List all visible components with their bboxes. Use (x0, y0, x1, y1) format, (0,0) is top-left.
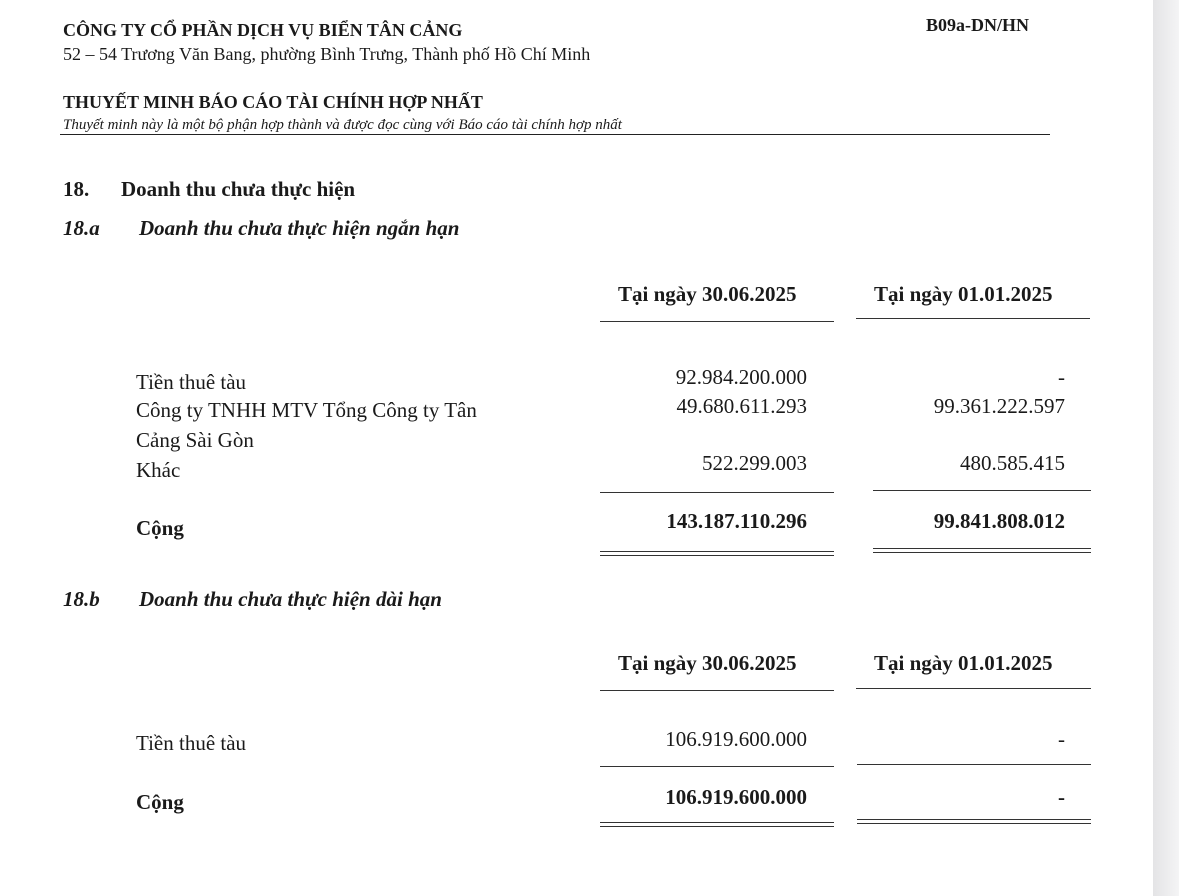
short-term-total-label: Cộng (136, 516, 184, 540)
long-term-row-value-2: - (1058, 727, 1065, 751)
long-term-total-double-rule-1 (600, 822, 834, 827)
long-term-subtotal-rule-1 (600, 766, 834, 767)
short-term-total-value-1: 143.187.110.296 (666, 509, 807, 533)
short-term-col1-header-rule (600, 321, 834, 322)
short-term-total-double-rule-2 (873, 548, 1091, 553)
subsection-a-number: 18.a (63, 216, 100, 240)
short-term-row-label: Công ty TNHH MTV Tổng Công ty Tân (136, 398, 477, 422)
long-term-total-label: Cộng (136, 790, 184, 814)
report-subtitle: Thuyết minh này là một bộ phận hợp thành và được đọc cùng với Báo cáo tài chính hợp nhất (63, 117, 622, 133)
short-term-row-label-continued: Cảng Sài Gòn (136, 428, 254, 452)
short-term-row-value-2: 480.585.415 (960, 451, 1065, 475)
short-term-row-label: Khác (136, 458, 181, 482)
long-term-col2-header: Tại ngày 01.01.2025 (874, 651, 1053, 675)
short-term-row-value-1: 49.680.611.293 (676, 394, 807, 418)
short-term-col1-header: Tại ngày 30.06.2025 (618, 282, 797, 306)
long-term-col2-header-rule (856, 688, 1091, 689)
short-term-col2-header: Tại ngày 01.01.2025 (874, 282, 1053, 306)
header-divider (60, 134, 1050, 135)
subsection-b-number: 18.b (63, 587, 100, 611)
long-term-total-double-rule-2 (857, 819, 1091, 824)
long-term-col1-header: Tại ngày 30.06.2025 (618, 651, 797, 675)
long-term-total-value-2: - (1058, 785, 1065, 809)
subsection-b-title: Doanh thu chưa thực hiện dài hạn (139, 587, 442, 611)
long-term-subtotal-rule-2 (857, 764, 1091, 765)
long-term-row-label: Tiền thuê tàu (136, 731, 247, 755)
short-term-row-value-2: 99.361.222.597 (933, 394, 1065, 418)
short-term-subtotal-rule-2 (873, 490, 1091, 491)
company-address: 52 – 54 Trương Văn Bang, phường Bình Trưng, Thành phố Hồ Chí Minh (63, 44, 591, 64)
company-name: CÔNG TY CỔ PHẦN DỊCH VỤ BIỂN TÂN CẢNG (63, 20, 463, 40)
report-title: THUYẾT MINH BÁO CÁO TÀI CHÍNH HỢP NHẤT (63, 92, 483, 112)
short-term-total-value-2: 99.841.808.012 (933, 509, 1065, 533)
page-edge-shadow (1153, 0, 1179, 896)
short-term-row-label: Tiền thuê tàu (136, 370, 247, 394)
short-term-subtotal-rule-1 (600, 492, 834, 493)
long-term-total-value-1: 106.919.600.000 (665, 785, 807, 809)
short-term-total-double-rule-1 (600, 551, 834, 556)
long-term-row-value-1: 106.919.600.000 (665, 727, 807, 751)
section-title: Doanh thu chưa thực hiện (121, 177, 356, 201)
short-term-row-value-1: 92.984.200.000 (675, 365, 807, 389)
subsection-a-title: Doanh thu chưa thực hiện ngắn hạn (139, 216, 460, 240)
section-number: 18. (63, 177, 90, 201)
form-code: B09a-DN/HN (926, 15, 1029, 35)
short-term-row-value-1: 522.299.003 (702, 451, 807, 475)
long-term-col1-header-rule (600, 690, 834, 691)
short-term-row-value-2: - (1058, 365, 1065, 389)
short-term-col2-header-rule (856, 318, 1090, 319)
